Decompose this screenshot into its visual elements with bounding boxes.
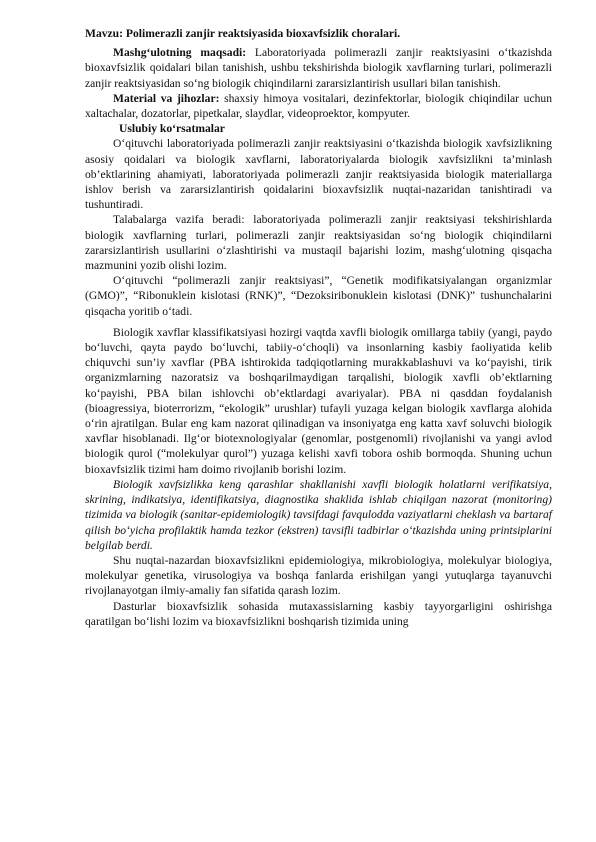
goal-text: Laboratoriyada polimerazli zanjir reaktsiyasini o‘tkazishda bioxavfsizlik qoidalari bilan tanishish, ushbu tekshirishda biologik xavflarning turlari, polimerazli zanjir reaktsiyasidan so‘ng biologik chiqindilarni zararsizlantirish usullari bilan tanishish.: [85, 46, 552, 90]
body-paragraph-5: Biologik xavfsizlikka keng qarashlar shakllanishi xavfli biologik holatlarni verifikatsiya, skrining, indikatsiya, identifikatsiya, diagnostika shaklida ishlab chiqilgan nazorat (monitoring) tizimida va biologik (sanitar-epidemiologik) tavsifdagi favqulodda vaziyatlarni cheklash va bartaraf qilish bo‘yicha profilaktik hamda tezkor (ekstren) tavsifli tadbirlar o‘tkazishda uning printsiplarini belgilab berdi.: [85, 477, 552, 552]
method-heading: Uslubiy ko‘rsatmalar: [119, 122, 225, 136]
materials-label: Material va jihozlar:: [113, 91, 220, 105]
body-paragraph-7: Dasturlar bioxavfsizlik sohasida mutaxassislarning kasbiy tayyorgarligini oshirishga qaratilgan bo‘lishi lozim va bioxavfsizlikni boshqarish tizimida uning: [85, 599, 552, 628]
body-paragraph-2: Talabalarga vazifa beradi: laboratoriyada polimerazli zanjir reaktsiyasi tekshirishlarda biologik xavflarning turlari, polimerazli zanjir reaktsiyasidan so‘ng biologik chiqindilarni zararsizlantirish usullarini o‘zlashtirishi va mustaqil bajarishi lozim, mashg‘ulotning qisqacha mazmunini yozib olishi lozim.: [85, 213, 552, 273]
body-paragraph-3: O‘qituvchi “polimerazli zanjir reaktsiyasi”, “Genetik modifikatsiyalangan organizmlar (GMO)”, “Ribonuklein kislotasi (RNK)”, “Dezoksiribonuklein kislotasi (DNK)” tushunchalarini qisqacha yoritib o‘tadi.: [85, 274, 552, 318]
page-title: Mavzu: Polimerazli zanjir reaktsiyasida bioxavfsizlik choralari.: [85, 27, 401, 40]
materials-text: shaxsiy himoya vositalari, dezinfektorlar, biologik chiqindilar uchun xaltachalar, dozatorlar, pipetkalar, slaydlar, videoproektor, kompyuter.: [85, 91, 552, 121]
materials-paragraph: [85, 91, 552, 121]
body-paragraph-6: Shu nuqtai-nazardan bioxavfsizlikni epidemiologiya, mikrobiologiya, molekulyar biologiya, molekulyar genetika, virusologiya va boshqa fanlarda erishilgan yangi yutuqlarga tayanuvchi rivojlanayotgan ilmiy-amaliy fan sifatida qarash lozim.: [85, 553, 552, 598]
body-paragraph-4: Biologik xavflar klassifikatsiyasi hozirgi vaqtda xavfli biologik omillarga tabiiy (yangi, paydo bo‘luvchi, qayta paydo bo‘luvchi, tabiiy-o‘choqli) va insonlarning kasbiy faoliyatida kelib chiquvchi sun’iy xavflar (PBA ishtirokida tadqiqotlarning murakkablashuvi va ko‘payishi, tirik organizmlarning nazoratsiz va boshqarilmaydigan tarqalishi, biologik xavfli ob’ektlarning ko‘payishi, PBA bilan ishlovchi ob’ektlardagi avariyalar). PBA ni qasddan foydalanish (bioagressiya, bioterrorizm, “ekologik” urushlar) tufayli yuzaga kelgan biologik xavflarga alohida o‘rin ajratilgan. Bular eng kam nazorat qilinadigan va insoniyatga eng katta xavf soluvchi biologik xavflar hisoblanadi. Ilg‘or biotexnologiyalar (genomlar, postgenomli) rivojlanishi va yangi avlod biologik qurol (“molekulyar qurol”) yuzaga kelishi xavfi tobora oshib bormoqda. Shuning uchun bioxavfsizlik tizimi ham doimo rivojlanib borishi lozim.: [85, 325, 552, 476]
goal-paragraph: [85, 45, 552, 91]
body-paragraph-1: O‘qituvchi laboratoriyada polimerazli zanjir reaktsiyasini o‘tkazishda biologik xavfsizlikning asosiy qoidalari va biologik xavflarni, laboratoriyalarda biologik xavfsizlikni ta’minlash ob’ektlarining ahamiyati, laboratoriyada polimerazli zanjir reaktsiyasida biologik materiallarga ishlov berish va zararsizlantirish qoidalarini bioxavfsizlik nuqtai-nazaridan tanishtiradi va tushuntiradi.: [85, 137, 552, 212]
goal-label: Mashg‘ulotning maqsadi:: [113, 46, 247, 60]
